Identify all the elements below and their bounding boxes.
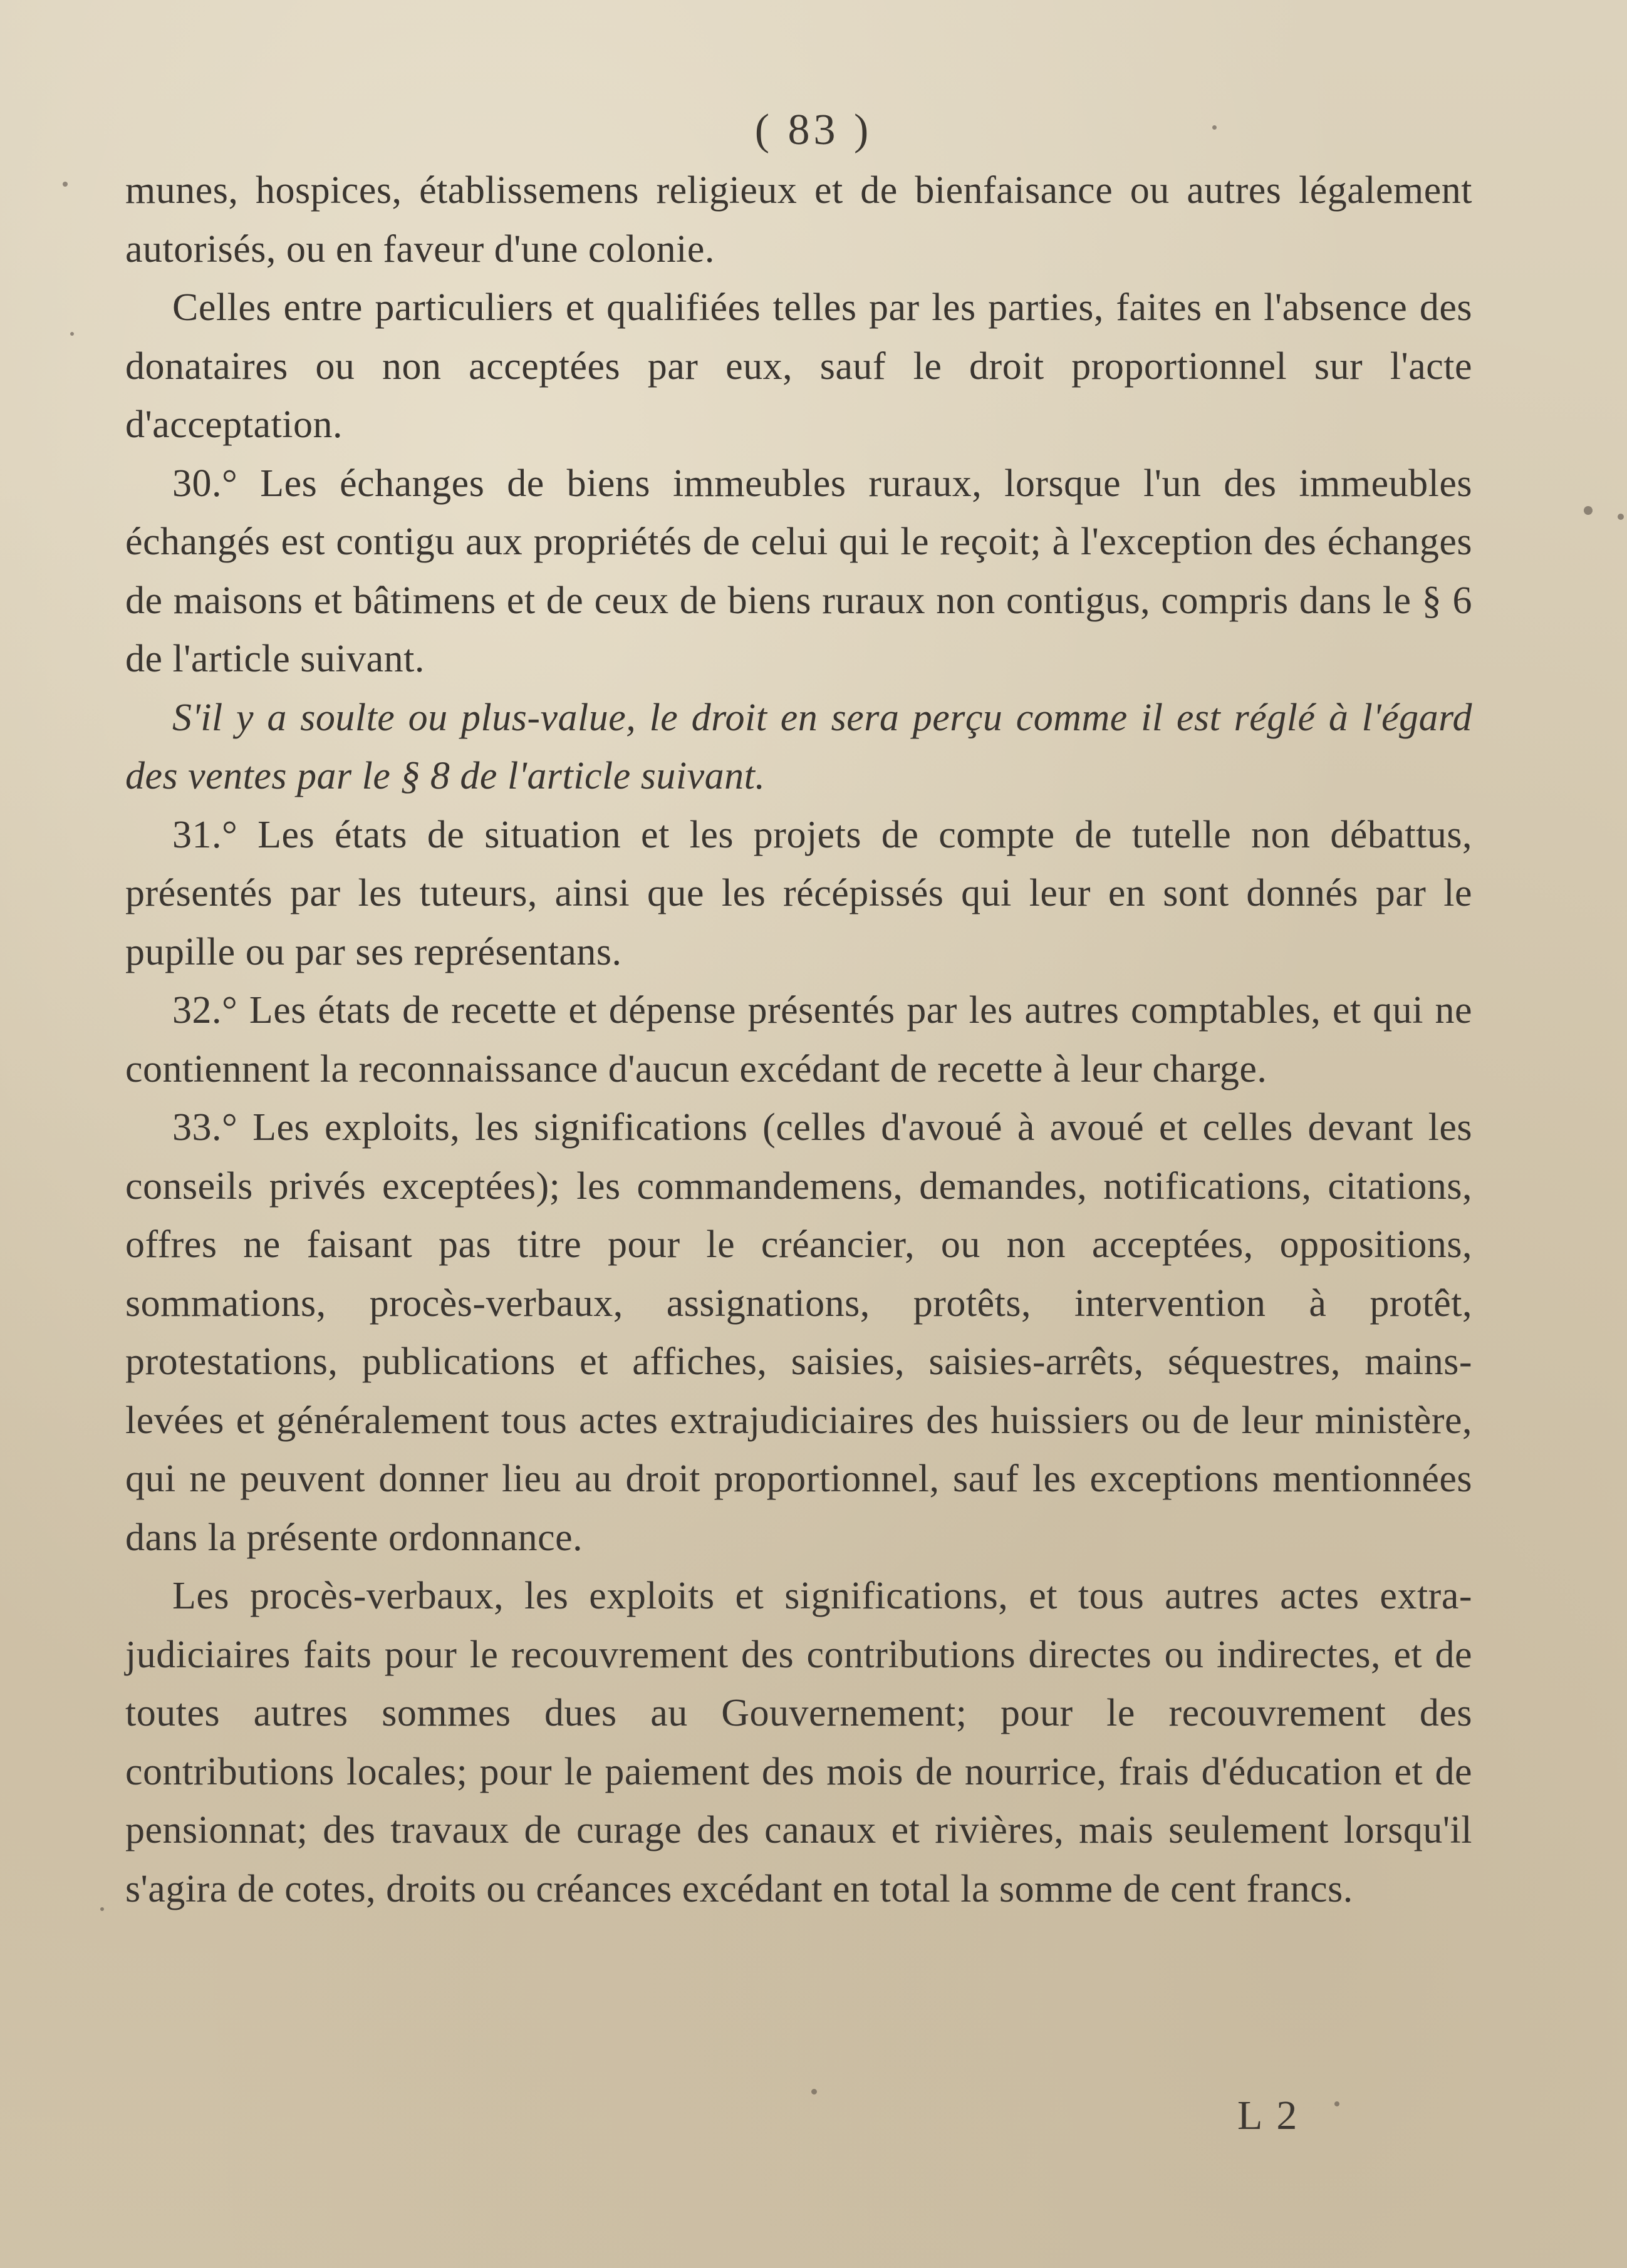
paragraph-proces-verbaux: Les procès-verbaux, les exploits et significations, et tous autres actes extra-judiciaires faits pour le recouvrement des contributions directes ou indirectes, et de toutes autres sommes dues au Gouvernement; pour le recouvrement des contributions locales; pour le paiement des mois de nourrice, frais d'éducation et de pensionnat; des travaux de curage des canaux et rivières, mais seulement lorsqu'il s'agira de cotes, droits ou créances excédant en total la somme de cent francs.: [125, 1575, 1472, 1910]
paper-speck: [811, 2089, 817, 2095]
paper-speck: [1334, 2101, 1339, 2106]
paper-speck: [1618, 514, 1624, 520]
signature-mark: L 2: [1237, 2093, 1300, 2138]
paragraph-item-33: 33.° Les exploits, les significations (celles d'avoué à avoué et celles devant les conseils privés exceptées); les commandemens, demandes, notifications, citations, offres ne faisant pas titre pour le créancier, ou non acceptées, oppositions, sommations, procès-verbaux, assignations, protêts, intervention à protêt, protestations, publications et affiches, saisies, saisies-arrêts, séquestres, mains-levées et généralement tous actes extrajudiciaires des huissiers ou de leur ministère, qui ne peuvent donner lieu au droit proportionnel, sauf les exceptions mentionnées dans la présente ordonnance.: [125, 1106, 1472, 1559]
page-number: ( 83 ): [754, 106, 873, 154]
paper-speck: [1212, 125, 1217, 130]
paragraph-continuation: munes, hospices, établissemens religieux et de bienfaisance ou autres légalement autorisés, ou en faveur d'une colonie.: [125, 169, 1472, 271]
paragraph-donations: Celles entre particuliers et qualifiées telles par les parties, faites en l'absence des donataires ou non acceptées par eux, sauf le droit proportionnel sur l'acte d'acceptation.: [125, 286, 1472, 446]
paper-speck: [100, 1907, 104, 1911]
paragraph-item-31: 31.° Les états de situation et les projets de compte de tutelle non débattus, présentés par les tuteurs, ainsi que les récépissés qui leur en sont donnés par le pupille ou par ses représentans.: [125, 813, 1472, 973]
paragraph-item-30: 30.° Les échanges de biens immeubles ruraux, lorsque l'un des immeubles échangés est contigu aux propriétés de celui qui le reçoit; à l'exception des échanges de maisons et bâtimens et de ceux de biens ruraux non contigus, compris dans le § 6 de l'article suivant.: [125, 462, 1472, 680]
paper-speck: [1584, 506, 1593, 515]
paragraph-soulte-note: S'il y a soulte ou plus-value, le droit en sera perçu comme il est réglé à l'égard des ventes par le § 8 de l'article suivant.: [125, 696, 1472, 797]
body-text: [125, 162, 1472, 1918]
paper-speck: [63, 182, 68, 187]
paper-speck: [70, 332, 74, 336]
paragraph-item-32: 32.° Les états de recette et dépense présentés par les autres comptables, et qui ne contiennent la reconnaissance d'aucun excédant de recette à leur charge.: [125, 989, 1472, 1090]
